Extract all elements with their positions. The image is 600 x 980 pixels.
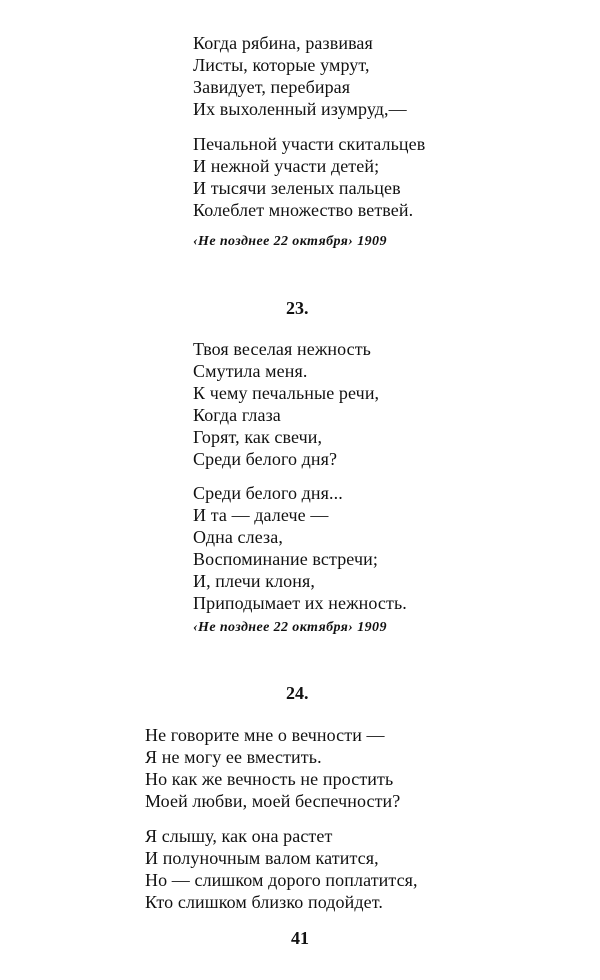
verse-line: Горят, как свечи,	[193, 427, 323, 447]
verse-line: Завидует, перебирая	[193, 77, 351, 97]
verse-line: Одна слеза,	[193, 527, 283, 547]
verse-line: Листы, которые умрут,	[193, 55, 370, 75]
verse-line: Приподымает их нежность.	[193, 593, 407, 613]
verse-line: Когда глаза	[193, 405, 281, 425]
verse-line: Смутила меня.	[193, 361, 308, 381]
verse-line: И та — далече —	[193, 505, 329, 525]
verse-line: И тысячи зеленых пальцев	[193, 178, 401, 198]
poem-prev-date: ‹Не позднее 22 октября› 1909	[193, 234, 387, 249]
verse-line: Среди белого дня?	[193, 449, 338, 469]
poem-prev-stanza-1	[193, 32, 407, 120]
poem-23-date: ‹Не позднее 22 октября› 1909	[193, 620, 387, 635]
verse-line: Но — слишком дорого поплатится,	[145, 870, 418, 890]
verse-line: Я слышу, как она растет	[145, 826, 333, 846]
poem-23-stanza-1	[193, 338, 379, 470]
verse-line: Моей любви, моей беспечности?	[145, 791, 401, 811]
poem-24-stanza-1	[145, 724, 400, 812]
verse-line: Колеблет множество ветвей.	[193, 200, 414, 220]
poem-prev-stanza-2	[193, 133, 425, 221]
verse-line: Я не могу ее вместить.	[145, 747, 322, 767]
verse-line: Воспоминание встречи;	[193, 549, 378, 569]
verse-line: Не говорите мне о вечности —	[145, 725, 385, 745]
verse-line: И нежной участи детей;	[193, 156, 380, 176]
verse-line: Их выхоленный изумруд,—	[193, 99, 407, 119]
verse-line: Печальной участи скитальцев	[193, 134, 426, 154]
poem-24-stanza-2	[145, 825, 418, 913]
verse-line: И полуночным валом катится,	[145, 848, 379, 868]
verse-line: Когда рябина, развивая	[193, 33, 373, 53]
poem-24-number: 24.	[286, 683, 309, 703]
verse-line: И, плечи клоня,	[193, 571, 315, 591]
page-number: 41	[291, 928, 309, 948]
verse-line: Кто слишком близко подойдет.	[145, 892, 383, 912]
poem-23-stanza-2	[193, 482, 407, 614]
verse-line: К чему печальные речи,	[193, 383, 380, 403]
verse-line: Среди белого дня...	[193, 483, 343, 503]
verse-line: Но как же вечность не простить	[145, 769, 394, 789]
verse-line: Твоя веселая нежность	[193, 339, 371, 359]
poem-23-number: 23.	[286, 298, 309, 318]
